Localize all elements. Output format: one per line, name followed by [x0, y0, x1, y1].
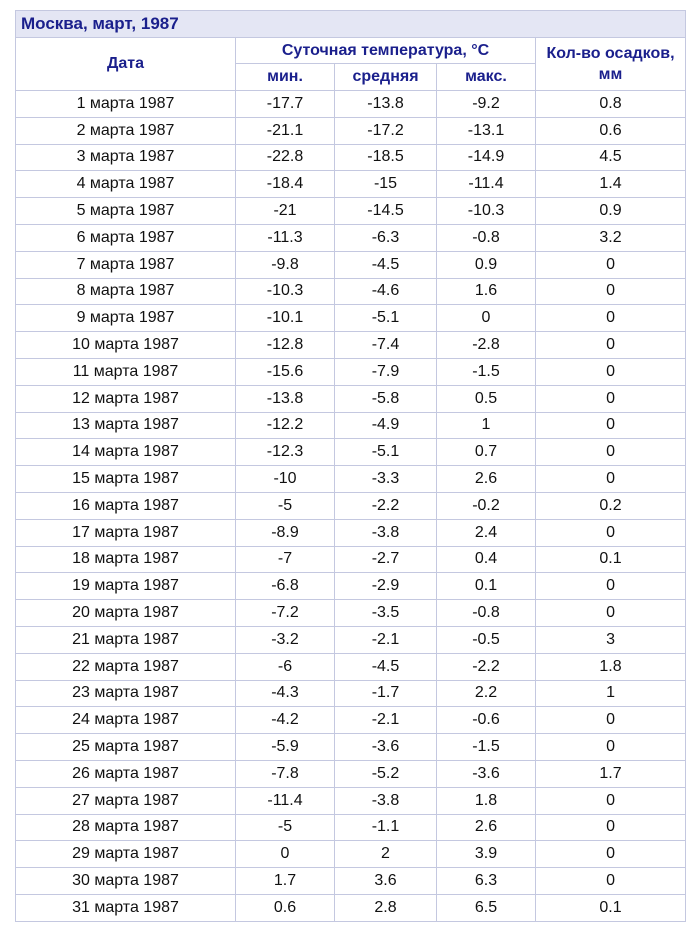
min-temp-cell: -6.8	[236, 573, 335, 600]
table-title: Москва, март, 1987	[16, 11, 686, 38]
table-row	[16, 466, 686, 493]
min-temp-cell: -21	[236, 198, 335, 225]
date-cell: 18 марта 1987	[16, 546, 236, 573]
date-cell: 13 марта 1987	[16, 412, 236, 439]
date-cell: 2 марта 1987	[16, 117, 236, 144]
date-cell: 25 марта 1987	[16, 734, 236, 761]
min-temp-cell: -12.3	[236, 439, 335, 466]
table-row	[16, 787, 686, 814]
date-cell: 29 марта 1987	[16, 841, 236, 868]
max-temp-cell: 6.3	[437, 868, 536, 895]
table-row	[16, 224, 686, 251]
avg-temp-cell: -5.1	[335, 439, 437, 466]
precipitation-cell: 0	[536, 251, 686, 278]
min-temp-cell: -18.4	[236, 171, 335, 198]
date-cell: 30 марта 1987	[16, 868, 236, 895]
avg-temp-cell: -1.1	[335, 814, 437, 841]
avg-temp-cell: -15	[335, 171, 437, 198]
avg-temp-cell: -7.4	[335, 332, 437, 359]
min-temp-cell: -7.2	[236, 600, 335, 627]
max-temp-cell: -1.5	[437, 734, 536, 761]
precipitation-cell: 0.6	[536, 117, 686, 144]
table-row	[16, 358, 686, 385]
avg-temp-cell: -3.5	[335, 600, 437, 627]
max-temp-cell: -11.4	[437, 171, 536, 198]
precipitation-cell: 1	[536, 680, 686, 707]
min-temp-cell: -10.1	[236, 305, 335, 332]
table-row	[16, 600, 686, 627]
max-temp-cell: 2.6	[437, 814, 536, 841]
date-cell: 19 марта 1987	[16, 573, 236, 600]
avg-temp-cell: -17.2	[335, 117, 437, 144]
date-cell: 10 марта 1987	[16, 332, 236, 359]
date-cell: 23 марта 1987	[16, 680, 236, 707]
min-temp-cell: -8.9	[236, 519, 335, 546]
date-cell: 3 марта 1987	[16, 144, 236, 171]
precipitation-cell: 0	[536, 707, 686, 734]
max-temp-cell: 2.2	[437, 680, 536, 707]
table-row	[16, 519, 686, 546]
table-row	[16, 760, 686, 787]
min-temp-cell: -21.1	[236, 117, 335, 144]
precipitation-cell: 0	[536, 734, 686, 761]
date-cell: 22 марта 1987	[16, 653, 236, 680]
date-cell: 21 марта 1987	[16, 626, 236, 653]
date-cell: 1 марта 1987	[16, 91, 236, 118]
table-row	[16, 332, 686, 359]
min-temp-cell: -6	[236, 653, 335, 680]
table-row	[16, 439, 686, 466]
max-temp-cell: 2.6	[437, 466, 536, 493]
precipitation-cell: 0.1	[536, 546, 686, 573]
precipitation-cell: 4.5	[536, 144, 686, 171]
date-cell: 31 марта 1987	[16, 894, 236, 921]
min-temp-cell: -5	[236, 814, 335, 841]
avg-temp-cell: -18.5	[335, 144, 437, 171]
table-row	[16, 492, 686, 519]
table-row	[16, 91, 686, 118]
avg-temp-cell: -4.6	[335, 278, 437, 305]
precipitation-header: Кол-во осадков, мм	[536, 38, 686, 91]
min-temp-cell: -3.2	[236, 626, 335, 653]
date-cell: 6 марта 1987	[16, 224, 236, 251]
date-cell: 27 марта 1987	[16, 787, 236, 814]
table-row	[16, 573, 686, 600]
avg-temp-cell: -5.8	[335, 385, 437, 412]
avg-temp-cell: -3.8	[335, 787, 437, 814]
table-row	[16, 117, 686, 144]
table-row	[16, 680, 686, 707]
avg-temp-cell: -4.9	[335, 412, 437, 439]
max-temp-cell: -0.8	[437, 224, 536, 251]
min-temp-cell: -4.3	[236, 680, 335, 707]
min-temp-cell: -9.8	[236, 251, 335, 278]
avg-temp-cell: -2.9	[335, 573, 437, 600]
max-temp-cell: -2.8	[437, 332, 536, 359]
avg-temp-cell: -5.1	[335, 305, 437, 332]
date-cell: 4 марта 1987	[16, 171, 236, 198]
date-cell: 11 марта 1987	[16, 358, 236, 385]
precipitation-cell: 0	[536, 385, 686, 412]
max-temp-cell: -10.3	[437, 198, 536, 225]
max-temp-cell: 1.8	[437, 787, 536, 814]
precipitation-cell: 1.8	[536, 653, 686, 680]
date-cell: 26 марта 1987	[16, 760, 236, 787]
avg-temp-cell: -3.3	[335, 466, 437, 493]
table-row	[16, 198, 686, 225]
min-temp-cell: -11.4	[236, 787, 335, 814]
table-row	[16, 894, 686, 921]
avg-temp-cell: -5.2	[335, 760, 437, 787]
date-cell: 14 марта 1987	[16, 439, 236, 466]
max-temp-cell: -1.5	[437, 358, 536, 385]
date-cell: 7 марта 1987	[16, 251, 236, 278]
precipitation-cell: 0	[536, 600, 686, 627]
max-temp-cell: -2.2	[437, 653, 536, 680]
table-row	[16, 707, 686, 734]
avg-temp-cell: -13.8	[335, 91, 437, 118]
precipitation-cell: 0.8	[536, 91, 686, 118]
precipitation-cell: 0	[536, 358, 686, 385]
precipitation-cell: 0.1	[536, 894, 686, 921]
weather-table-container	[15, 10, 685, 922]
max-temp-cell: -3.6	[437, 760, 536, 787]
date-cell: 28 марта 1987	[16, 814, 236, 841]
min-temp-cell: -5	[236, 492, 335, 519]
min-temp-cell: -5.9	[236, 734, 335, 761]
table-row	[16, 546, 686, 573]
precipitation-cell: 3.2	[536, 224, 686, 251]
max-temp-cell: 0.7	[437, 439, 536, 466]
date-cell: 9 марта 1987	[16, 305, 236, 332]
max-temp-header: макс.	[437, 64, 536, 91]
table-row	[16, 278, 686, 305]
max-temp-cell: 0.5	[437, 385, 536, 412]
precipitation-cell: 0	[536, 573, 686, 600]
max-temp-cell: 0.4	[437, 546, 536, 573]
min-temp-cell: -7.8	[236, 760, 335, 787]
max-temp-cell: 0	[437, 305, 536, 332]
precipitation-cell: 0	[536, 787, 686, 814]
avg-temp-cell: -2.7	[335, 546, 437, 573]
min-temp-cell: -13.8	[236, 385, 335, 412]
precipitation-cell: 0	[536, 332, 686, 359]
date-cell: 16 марта 1987	[16, 492, 236, 519]
max-temp-cell: -13.1	[437, 117, 536, 144]
min-temp-header: мин.	[236, 64, 335, 91]
table-row	[16, 653, 686, 680]
max-temp-cell: -14.9	[437, 144, 536, 171]
max-temp-cell: 3.9	[437, 841, 536, 868]
min-temp-cell: -12.2	[236, 412, 335, 439]
precipitation-cell: 0	[536, 868, 686, 895]
max-temp-cell: 0.9	[437, 251, 536, 278]
precipitation-cell: 0.9	[536, 198, 686, 225]
precipitation-cell: 0	[536, 412, 686, 439]
date-cell: 12 марта 1987	[16, 385, 236, 412]
max-temp-cell: -0.8	[437, 600, 536, 627]
min-temp-cell: -11.3	[236, 224, 335, 251]
avg-temp-cell: 2.8	[335, 894, 437, 921]
min-temp-cell: -22.8	[236, 144, 335, 171]
avg-temp-cell: -14.5	[335, 198, 437, 225]
max-temp-cell: 1	[437, 412, 536, 439]
max-temp-cell: 2.4	[437, 519, 536, 546]
avg-temp-cell: -4.5	[335, 653, 437, 680]
precipitation-cell: 0	[536, 814, 686, 841]
date-cell: 15 марта 1987	[16, 466, 236, 493]
avg-temp-cell: -2.2	[335, 492, 437, 519]
temperature-group-header: Суточная температура, °C	[236, 38, 536, 64]
table-row	[16, 171, 686, 198]
min-temp-cell: -15.6	[236, 358, 335, 385]
max-temp-cell: 0.1	[437, 573, 536, 600]
table-row	[16, 841, 686, 868]
table-body	[16, 91, 686, 922]
min-temp-cell: -12.8	[236, 332, 335, 359]
avg-temp-header: средняя	[335, 64, 437, 91]
table-row	[16, 734, 686, 761]
avg-temp-cell: -4.5	[335, 251, 437, 278]
table-row	[16, 305, 686, 332]
avg-temp-cell: -2.1	[335, 707, 437, 734]
avg-temp-cell: -2.1	[335, 626, 437, 653]
precipitation-cell: 0.2	[536, 492, 686, 519]
avg-temp-cell: 3.6	[335, 868, 437, 895]
precipitation-cell: 1.7	[536, 760, 686, 787]
date-cell: 8 марта 1987	[16, 278, 236, 305]
max-temp-cell: 1.6	[437, 278, 536, 305]
precipitation-cell: 0	[536, 466, 686, 493]
max-temp-cell: -0.5	[437, 626, 536, 653]
table-row	[16, 626, 686, 653]
precipitation-cell: 0	[536, 519, 686, 546]
precipitation-cell: 0	[536, 439, 686, 466]
min-temp-cell: 0.6	[236, 894, 335, 921]
avg-temp-cell: -3.6	[335, 734, 437, 761]
date-cell: 5 марта 1987	[16, 198, 236, 225]
avg-temp-cell: -6.3	[335, 224, 437, 251]
precipitation-cell: 0	[536, 305, 686, 332]
max-temp-cell: 6.5	[437, 894, 536, 921]
min-temp-cell: -17.7	[236, 91, 335, 118]
date-cell: 20 марта 1987	[16, 600, 236, 627]
table-row	[16, 385, 686, 412]
avg-temp-cell: -1.7	[335, 680, 437, 707]
min-temp-cell: -10	[236, 466, 335, 493]
date-cell: 24 марта 1987	[16, 707, 236, 734]
table-row	[16, 144, 686, 171]
weather-table	[15, 10, 686, 922]
avg-temp-cell: 2	[335, 841, 437, 868]
table-row	[16, 868, 686, 895]
min-temp-cell: -7	[236, 546, 335, 573]
precipitation-cell: 0	[536, 278, 686, 305]
avg-temp-cell: -7.9	[335, 358, 437, 385]
table-row	[16, 251, 686, 278]
date-header: Дата	[16, 38, 236, 91]
min-temp-cell: 0	[236, 841, 335, 868]
precipitation-cell: 1.4	[536, 171, 686, 198]
max-temp-cell: -9.2	[437, 91, 536, 118]
avg-temp-cell: -3.8	[335, 519, 437, 546]
min-temp-cell: -4.2	[236, 707, 335, 734]
precipitation-cell: 3	[536, 626, 686, 653]
min-temp-cell: -10.3	[236, 278, 335, 305]
max-temp-cell: -0.6	[437, 707, 536, 734]
table-row	[16, 814, 686, 841]
max-temp-cell: -0.2	[437, 492, 536, 519]
precipitation-cell: 0	[536, 841, 686, 868]
date-cell: 17 марта 1987	[16, 519, 236, 546]
min-temp-cell: 1.7	[236, 868, 335, 895]
table-row	[16, 412, 686, 439]
